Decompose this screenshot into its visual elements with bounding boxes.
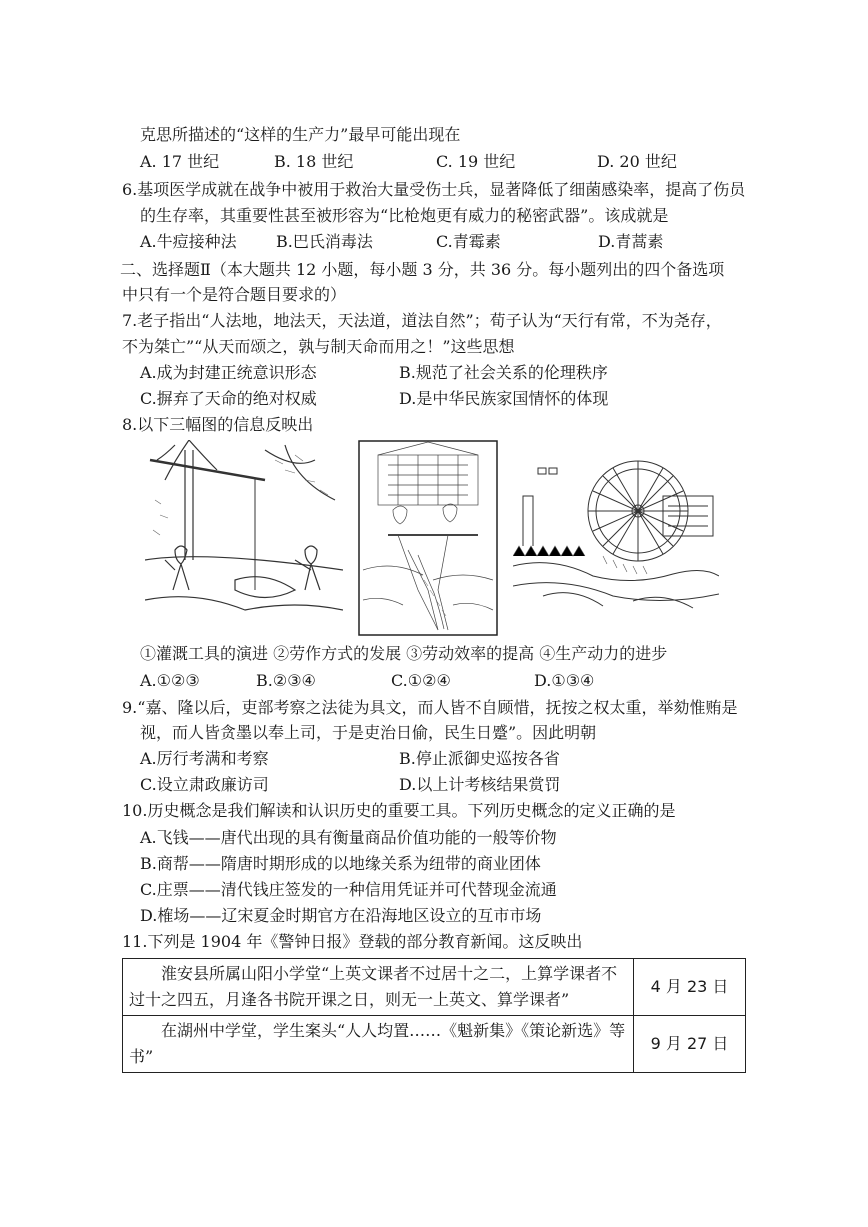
figure-treadle-pump: [358, 440, 498, 636]
q8-statements: ①灌溉工具的演进 ②劳作方式的发展 ③劳动效率的提高 ④生产动力的进步: [140, 644, 668, 663]
q11-news-table: [122, 958, 746, 1073]
figure-well-sweep: [145, 440, 343, 620]
q7-option-a[interactable]: A.成为封建正统意识形态: [140, 363, 317, 382]
q6-option-a[interactable]: A.牛痘接种法: [140, 232, 237, 251]
q8-option-c[interactable]: C.①②④: [391, 671, 451, 690]
q10-option-c[interactable]: C.庄票——清代钱庄签发的一种信用凭证并可代替现金流通: [140, 880, 557, 899]
q10-option-b[interactable]: B.商帮——隋唐时期形成的以地缘关系为纽带的商业团体: [140, 854, 541, 873]
q10-option-a[interactable]: A.飞钱——唐代出现的具有衡量商品价值功能的一般等价物: [140, 828, 557, 847]
q10-stem: 10.历史概念是我们解读和认识历史的重要工具。下列历史概念的定义正确的是: [122, 801, 676, 820]
table-row: [123, 1016, 746, 1073]
section2-header-line2: 中只有一个是符合题目要求的）: [122, 285, 347, 304]
news-text: 淮安县所属山阳小学堂“上英文课者不过居十之二，上算学课者不过十之四五，月逢各书院开课之日，则无一上英文、算学课者”: [123, 959, 634, 1016]
q9-option-c[interactable]: C.设立肃政廉访司: [140, 775, 269, 794]
q5-option-d[interactable]: D. 20 世纪: [597, 152, 677, 171]
q5-option-a[interactable]: A. 17 世纪: [140, 152, 220, 171]
q11-stem: 11.下列是 1904 年《警钟日报》登载的部分教育新闻。这反映出: [122, 932, 583, 951]
q7-stem-line1: 7.老子指出“人法地，地法天，天法道，道法自然”；荀子认为“天行有常，不为尧存，: [122, 311, 722, 330]
q8-option-b[interactable]: B.②③④: [256, 671, 316, 690]
q6-option-d[interactable]: D.青蒿素: [598, 232, 664, 251]
q9-stem-line1: 9.“嘉、隆以后，吏部考察之法徒为具文，而人皆不自顾惜，抚按之权太重，举劾惟贿是: [122, 698, 738, 717]
q9-stem-line2: 视，而人皆贪墨以奉上司，于是吏治日偷，民生日蹙”。因此明朝: [140, 723, 597, 742]
q9-option-d[interactable]: D.以上计考核结果赏罚: [399, 775, 561, 794]
q6-option-b[interactable]: B.巴氏消毒法: [276, 232, 373, 251]
q6-stem-line2: 的生存率，其重要性甚至被形容为“比枪炮更有威力的秘密武器”。该成就是: [140, 206, 669, 225]
q6-stem-line1: 6.基项医学成就在战争中被用于救治大量受伤士兵，显著降低了细菌感染率，提高了伤员: [122, 180, 746, 199]
news-text: 在湖州中学堂，学生案头“人人均置……《魁新集》《策论新选》等书”: [123, 1016, 634, 1073]
q5-option-c[interactable]: C. 19 世纪: [436, 152, 516, 171]
q7-option-b[interactable]: B.规范了社会关系的伦理秩序: [399, 363, 608, 382]
section2-header-line1: 二、选择题Ⅱ（本大题共 12 小题，每小题 3 分，共 36 分。每小题列出的四个备选项: [120, 260, 725, 279]
q5-option-b[interactable]: B. 18 世纪: [274, 152, 354, 171]
q8-option-d[interactable]: D.①③④: [534, 671, 595, 690]
news-date: 9 月 27 日: [634, 1016, 746, 1073]
news-date: 4 月 23 日: [634, 959, 746, 1016]
q5-tail: 克思所描述的“这样的生产力”最早可能出现在: [140, 125, 461, 144]
q6-option-c[interactable]: C.青霉素: [436, 232, 501, 251]
q10-option-d[interactable]: D.榷场——辽宋夏金时期官方在沿海地区设立的互市市场: [140, 906, 542, 925]
q8-stem: 8.以下三幅图的信息反映出: [122, 415, 314, 434]
q7-option-d[interactable]: D.是中华民族家国情怀的体现: [399, 389, 609, 408]
q8-option-a[interactable]: A.①②③: [140, 671, 200, 690]
q7-stem-line2: 不为桀亡”“从天而颂之，孰与制天命而用之！”这些思想: [122, 337, 515, 356]
figure-water-wheel: [513, 456, 719, 616]
q9-option-a[interactable]: A.厉行考满和考察: [140, 749, 269, 768]
q9-option-b[interactable]: B.停止派御史巡按各省: [399, 749, 560, 768]
table-row: [123, 959, 746, 1016]
q7-option-c[interactable]: C.摒弃了天命的绝对权威: [140, 389, 317, 408]
